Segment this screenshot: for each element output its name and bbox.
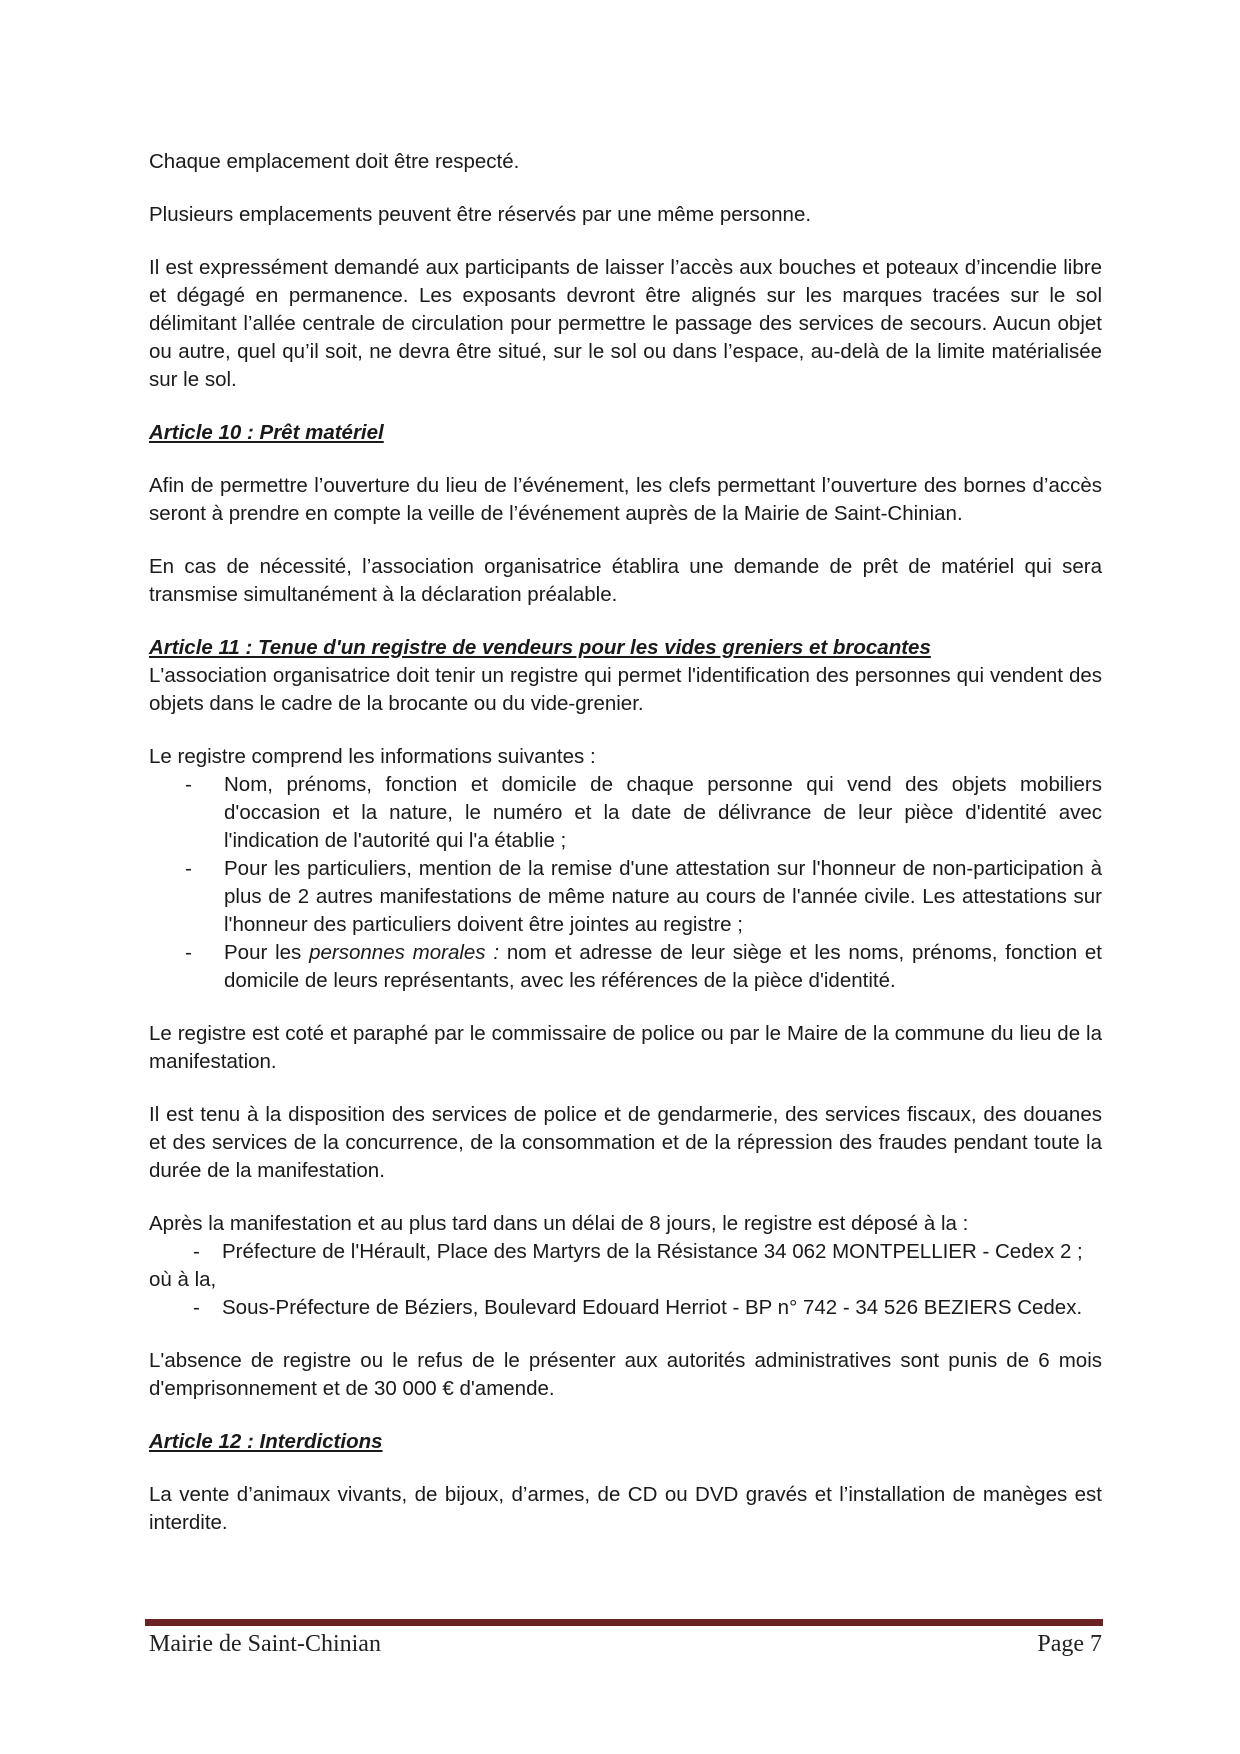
address-list-2 (149, 1294, 1102, 1322)
article-11-heading: Article 11 : Tenue d'un registre de vendeurs pour les vides greniers et brocantes (149, 636, 931, 659)
address-list-1 (149, 1238, 1102, 1266)
article-11-paragraph-1: L'association organisatrice doit tenir un registre qui permet l'identification des personnes qui vendent des objets dans le cadre de la brocante ou du vide-grenier. (149, 664, 1102, 715)
paragraph-acces-incendie: Il est expressément demandé aux participants de laisser l’accès aux bouches et poteaux d’incendie libre et dégagé en permanence. Les exposants devront être alignés sur les marques tracées sur le sol délimitant l’allée centrale de circulation pour permettre le passage des services de secours. Aucun objet ou autre, quel qu’il soit, ne devra être situé, sur le sol ou dans l’espace, au-delà de la limite matérialisée sur le sol. (149, 256, 1102, 391)
page-body (149, 148, 1102, 1562)
article-11-paragraph-3: Il est tenu à la disposition des services de police et de gendarmerie, des services fiscaux, des douanes et des services de la concurrence, de la consommation et de la répression des fraudes pendant toute la durée de la manifestation. (149, 1103, 1102, 1182)
list-item-text: Nom, prénoms, fonction et domicile de chaque personne qui vend des objets mobiliers d'occasion et la nature, le numéro et la date de délivrance de leur pièce d'identité avec l'indication de l'autorité qui l'a établie ; (224, 773, 1102, 852)
address-item (149, 1294, 1102, 1322)
list-item-text: Pour les particuliers, mention de la remise d'une attestation sur l'honneur de non-participation à plus de 2 autres manifestations de même nature au cours de l'année civile. Les attestations sur l'honneur des particuliers doivent être jointes au registre ; (224, 857, 1102, 936)
paragraph-multiple-emplacements: Plusieurs emplacements peuvent être réservés par une même personne. (149, 203, 812, 226)
address-item (149, 1238, 1102, 1266)
article-11-paragraph-5: L'absence de registre ou le refus de le présenter aux autorités administratives sont punis de 6 mois d'emprisonnement et de 30 000 € d'amende. (149, 1349, 1102, 1400)
article-11-paragraph-4: Après la manifestation et au plus tard dans un délai de 8 jours, le registre est déposé à la : (149, 1212, 969, 1235)
footer-organization: Mairie de Saint-Chinian (149, 1631, 381, 1657)
list-item (149, 939, 1102, 995)
article-12-paragraph-1: La vente d’animaux vivants, de bijoux, d’armes, de CD ou DVD gravés et l’installation de manèges est interdite. (149, 1483, 1102, 1534)
list-item-text-rest: nom et adresse de leur siège et les noms, prénoms, fonction et domicile de leurs représentants, avec les références de la pièce d'identité. (224, 941, 1102, 992)
list-item (149, 855, 1102, 939)
article-12-heading: Article 12 : Interdictions (149, 1430, 383, 1453)
paragraph-emplacement: Chaque emplacement doit être respecté. (149, 150, 520, 173)
address-text: Préfecture de l'Hérault, Place des Martyrs de la Résistance 34 062 MONTPELLIER - Cedex 2 ; (222, 1240, 1083, 1263)
dash-bullet: - (185, 857, 192, 880)
dash-bullet: - (193, 1240, 200, 1263)
article-11-paragraph-2: Le registre est coté et paraphé par le commissaire de police ou par le Maire de la commune du lieu de la manifestation. (149, 1022, 1102, 1073)
footer-divider (145, 1619, 1103, 1626)
list-item-text-italic: personnes morales : (309, 941, 500, 964)
dash-bullet: - (185, 941, 192, 964)
address-text: Sous-Préfecture de Béziers, Boulevard Edouard Herriot - BP n° 742 - 34 526 BEZIERS Cedex. (222, 1296, 1083, 1319)
list-item (149, 771, 1102, 855)
page-footer (149, 1630, 1102, 1658)
article-10-paragraph-1: Afin de permettre l’ouverture du lieu de l’événement, les clefs permettant l’ouverture des bornes d’accès seront à prendre en compte la veille de l’événement auprès de la Mairie de Saint-Chinian. (149, 474, 1102, 525)
article-10-paragraph-2: En cas de nécessité, l’association organisatrice établira une demande de prêt de matériel qui sera transmise simultanément à la déclaration préalable. (149, 555, 1102, 606)
dash-bullet: - (185, 773, 192, 796)
address-connector: où à la, (149, 1268, 217, 1291)
registre-info-list (149, 771, 1102, 995)
article-11-list-intro: Le registre comprend les informations suivantes : (149, 745, 596, 768)
article-10-heading: Article 10 : Prêt matériel (149, 421, 384, 444)
footer-page-number: Page 7 (1037, 1631, 1102, 1657)
list-item-text-prefix: Pour les (224, 941, 310, 964)
dash-bullet: - (193, 1296, 200, 1319)
